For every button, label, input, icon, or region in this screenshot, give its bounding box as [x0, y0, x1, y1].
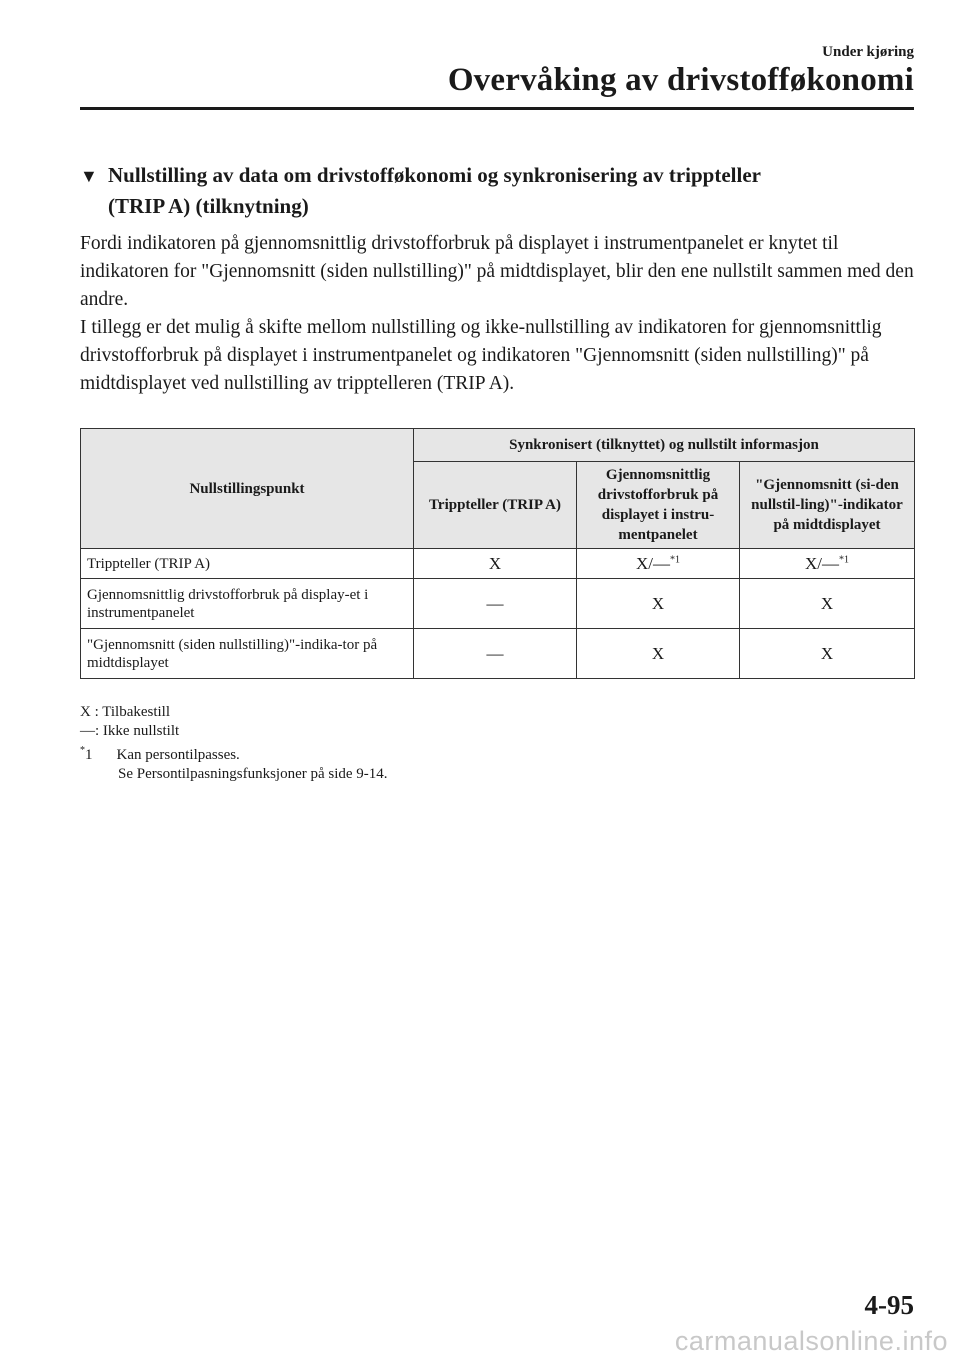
paragraph-1: Fordi indikatoren på gjennomsnittlig drivstofforbruk på displayet i instrumentpanelet er knytet til indikatoren for "Gjennomsnitt (siden nullstilling)" på midtdisplayet, blir den ene nullstilt sammen med den andre. — [80, 233, 914, 310]
cell-value: X — [577, 579, 740, 629]
cell-value: — — [414, 629, 577, 679]
footnote-ref: *1 — [670, 553, 680, 565]
column-header-trip: Trippteller (TRIP A) — [414, 462, 577, 549]
cell-text: X/— — [636, 553, 670, 573]
table-header-row — [81, 429, 915, 462]
triangle-marker-icon: ▼ — [80, 166, 98, 186]
column-header-center: "Gjennomsnitt (si-den nullstil-ling)"-indikator på midtdisplayet — [740, 462, 915, 549]
section-label: Under kjøring — [822, 44, 914, 60]
footnote-mark: * — [80, 745, 85, 756]
cell-value — [577, 549, 740, 579]
cell-text: X/— — [805, 553, 839, 573]
footnote-number: 1 — [85, 747, 93, 763]
footnote-ref: *1 — [839, 553, 849, 565]
row-label: Gjennomsnittlig drivstofforbruk på display-et i instrumentpanelet — [81, 579, 414, 629]
cell-value: X — [577, 629, 740, 679]
legend-x: X : Tilbakestill — [80, 704, 171, 720]
watermark-link[interactable]: carmanualsonline.info — [674, 1326, 948, 1356]
heading-line-1: Nullstilling av data om drivstofføkonomi og synkronisering av trippteller — [108, 163, 761, 187]
table-notes — [80, 703, 680, 784]
footnote-text: Kan persontilpasses. — [116, 747, 240, 763]
heading-line-2: (TRIP A) (tilknytning) — [108, 194, 309, 218]
table-row — [81, 629, 915, 679]
cell-value: X — [414, 549, 577, 579]
row-label: Trippteller (TRIP A) — [81, 549, 414, 579]
page-number: 4-95 — [864, 1290, 914, 1320]
cell-value: X — [740, 579, 915, 629]
footnote — [80, 741, 680, 765]
cell-value — [740, 549, 915, 579]
cell-value: X — [740, 629, 915, 679]
table-row — [81, 579, 915, 629]
table-row — [81, 549, 915, 579]
row-header-cell: Nullstillingspunkt — [81, 429, 414, 549]
footnote-reference: Se Persontilpasningsfunksjoner på side 9-14. — [118, 766, 388, 782]
row-label: "Gjennomsnitt (siden nullstilling)"-indika-tor på midtdisplayet — [81, 629, 414, 679]
column-header-instrument: Gjennomsnittlig drivstofforbruk på displayet i instru-mentpanelet — [577, 462, 740, 549]
page-title: Overvåking av drivstofføkonomi — [447, 62, 914, 98]
group-header-cell: Synkronisert (tilknyttet) og nullstilt informasjon — [414, 429, 915, 462]
cell-value: — — [414, 579, 577, 629]
section-heading — [80, 160, 880, 221]
legend-dash: —: Ikke nullstilt — [80, 723, 180, 739]
header-divider — [80, 107, 914, 110]
body-text — [80, 230, 920, 398]
reset-sync-table — [80, 428, 915, 679]
paragraph-2: I tillegg er det mulig å skifte mellom nullstilling og ikke-nullstilling av indikatoren for gjennomsnittlig drivstofforbruk på displayet i instrumentpanelet og indikatoren "Gjennomsnitt (siden nullstilling)" på midtdisplayet ved nullstilling av tripptelleren (TRIP A). — [80, 317, 882, 394]
